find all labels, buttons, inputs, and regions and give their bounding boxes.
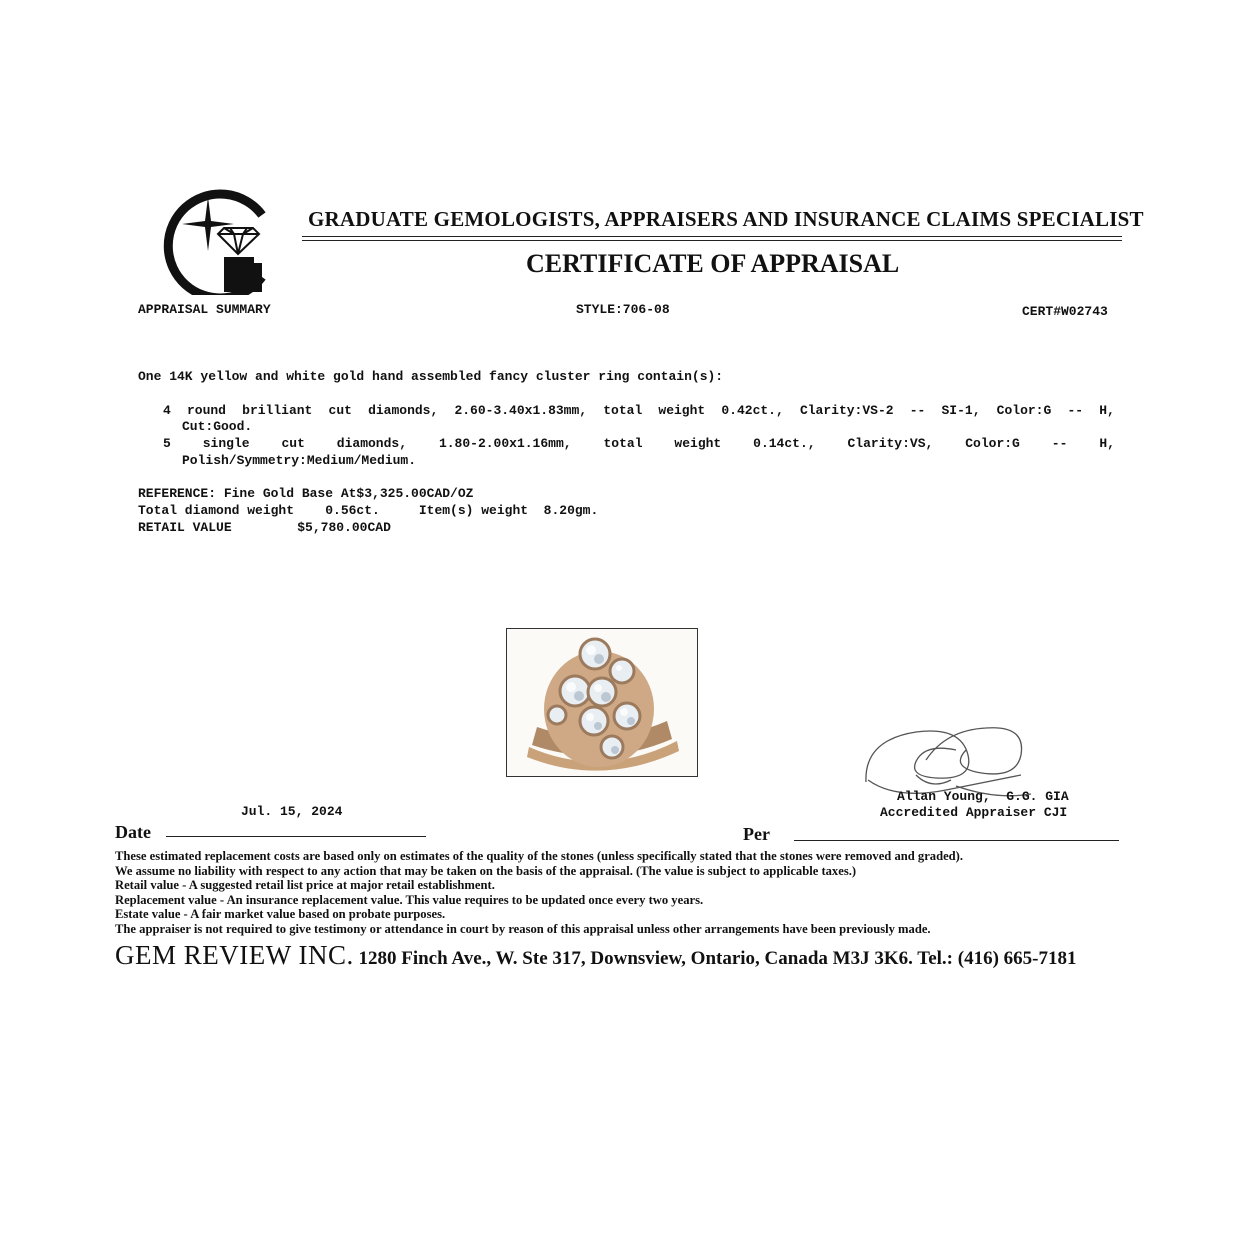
- footer-company: GEM REVIEW INC.: [115, 940, 354, 970]
- diamond-1-token: H,: [1099, 403, 1115, 418]
- appraiser-name: Allan Young, G.G. GIA: [897, 789, 1069, 804]
- company-logo: [150, 185, 275, 295]
- diamond-line-1-cont: Cut:Good.: [182, 419, 253, 434]
- per-underline: [794, 840, 1119, 841]
- diamond-1-token: cut: [328, 403, 352, 418]
- diamond-line-1: [163, 403, 1115, 418]
- diamond-1-token: weight: [658, 403, 706, 418]
- diamond-1-token: diamonds,: [368, 403, 439, 418]
- disclaimer-line: Retail value - A suggested retail list price at major retail establishment.: [115, 878, 495, 893]
- diamond-1-token: brilliant: [242, 403, 313, 418]
- date-label: Date: [115, 822, 151, 842]
- diamond-2-token: weight: [674, 436, 722, 451]
- header-title: GRADUATE GEMOLOGISTS, APPRAISERS AND INSURANCE CLAIMS SPECIALIST: [308, 207, 1144, 231]
- diamond-1-token: SI-1,: [941, 403, 981, 418]
- disclaimer-line: Estate value - A fair market value based on probate purposes.: [115, 907, 446, 922]
- appraisal-date: Jul. 15, 2024: [241, 804, 343, 819]
- header-rule-top: [302, 236, 1122, 237]
- footer: [115, 940, 1076, 971]
- diamond-1-token: --: [1067, 403, 1084, 418]
- diamond-1-token: 2.60-3.40x1.83mm,: [454, 403, 588, 418]
- date-underline: [166, 836, 426, 837]
- retail-value-amount: $5,780.00CAD: [297, 520, 391, 535]
- certificate-number: CERT#W02743: [1022, 304, 1108, 319]
- retail-value-label: RETAIL VALUE: [138, 520, 232, 535]
- diamond-1-token: Color:G: [996, 403, 1052, 418]
- diamond-2-token: Color:G: [965, 436, 1020, 451]
- disclaimer-line: These estimated replacement costs are based only on estimates of the quality of the stones (unless specifically stated that the stones were removed and graded).: [115, 849, 964, 863]
- diamond-line-2-cont: Polish/Symmetry:Medium/Medium.: [182, 453, 417, 468]
- ring-photo: [506, 628, 698, 777]
- disclaimer-line: The appraiser is not required to give testimony or attendance in court by reason of this appraisal unless other arrangements have been previously made.: [115, 921, 931, 936]
- diamond-line-2: [163, 436, 1115, 451]
- disclaimer-line: We assume no liability with respect to any action that may be taken on the basis of the appraisal. (The value is subject to applicable taxes.): [115, 863, 857, 878]
- diamond-2-token: diamonds,: [336, 436, 408, 451]
- diamond-2-token: --: [1051, 436, 1068, 451]
- diamond-1-token: total: [603, 403, 643, 418]
- disclaimer: [115, 849, 963, 937]
- item-intro: One 14K yellow and white gold hand assembled fancy cluster ring contain(s):: [138, 369, 724, 384]
- diamond-2-token: H,: [1099, 436, 1115, 451]
- diamond-2-token: cut: [281, 436, 305, 451]
- disclaimer-line: Replacement value - An insurance replacement value. This value requires to be updated once every two years.: [115, 892, 704, 907]
- diamond-1-token: --: [909, 403, 926, 418]
- certificate-title: CERTIFICATE OF APPRAISAL: [526, 249, 900, 278]
- footer-address: 1280 Finch Ave., W. Ste 317, Downsview, Ontario, Canada M3J 3K6. Tel.: (416) 665-7181: [353, 948, 1077, 969]
- diamond-2-token: 1.80-2.00x1.16mm,: [438, 436, 572, 451]
- per-label: Per: [743, 824, 770, 844]
- weight-line: Total diamond weight 0.56ct. Item(s) weight 8.20gm.: [138, 503, 599, 518]
- diamond-2-token: 0.14ct.,: [753, 436, 816, 451]
- appraiser-title: Accredited Appraiser CJI: [880, 805, 1068, 820]
- appraisal-summary-label: APPRAISAL SUMMARY: [138, 302, 271, 317]
- diamond-2-token: 5: [163, 436, 171, 451]
- diamond-2-token: single: [202, 436, 250, 451]
- diamond-1-token: round: [186, 403, 226, 418]
- style-number: STYLE:706-08: [576, 302, 670, 317]
- ring-illustration: [507, 629, 697, 776]
- diamond-1-token: 0.42ct.,: [721, 403, 784, 418]
- header-rule-bottom: [302, 240, 1122, 241]
- diamond-2-token: total: [603, 436, 643, 451]
- diamond-1-token: 4: [163, 403, 171, 418]
- diamond-1-token: Clarity:VS-2: [799, 403, 894, 418]
- retail-value-line: [138, 520, 391, 535]
- diamond-2-token: Clarity:VS,: [847, 436, 934, 451]
- reference-line: REFERENCE: Fine Gold Base At$3,325.00CAD/OZ: [138, 486, 474, 501]
